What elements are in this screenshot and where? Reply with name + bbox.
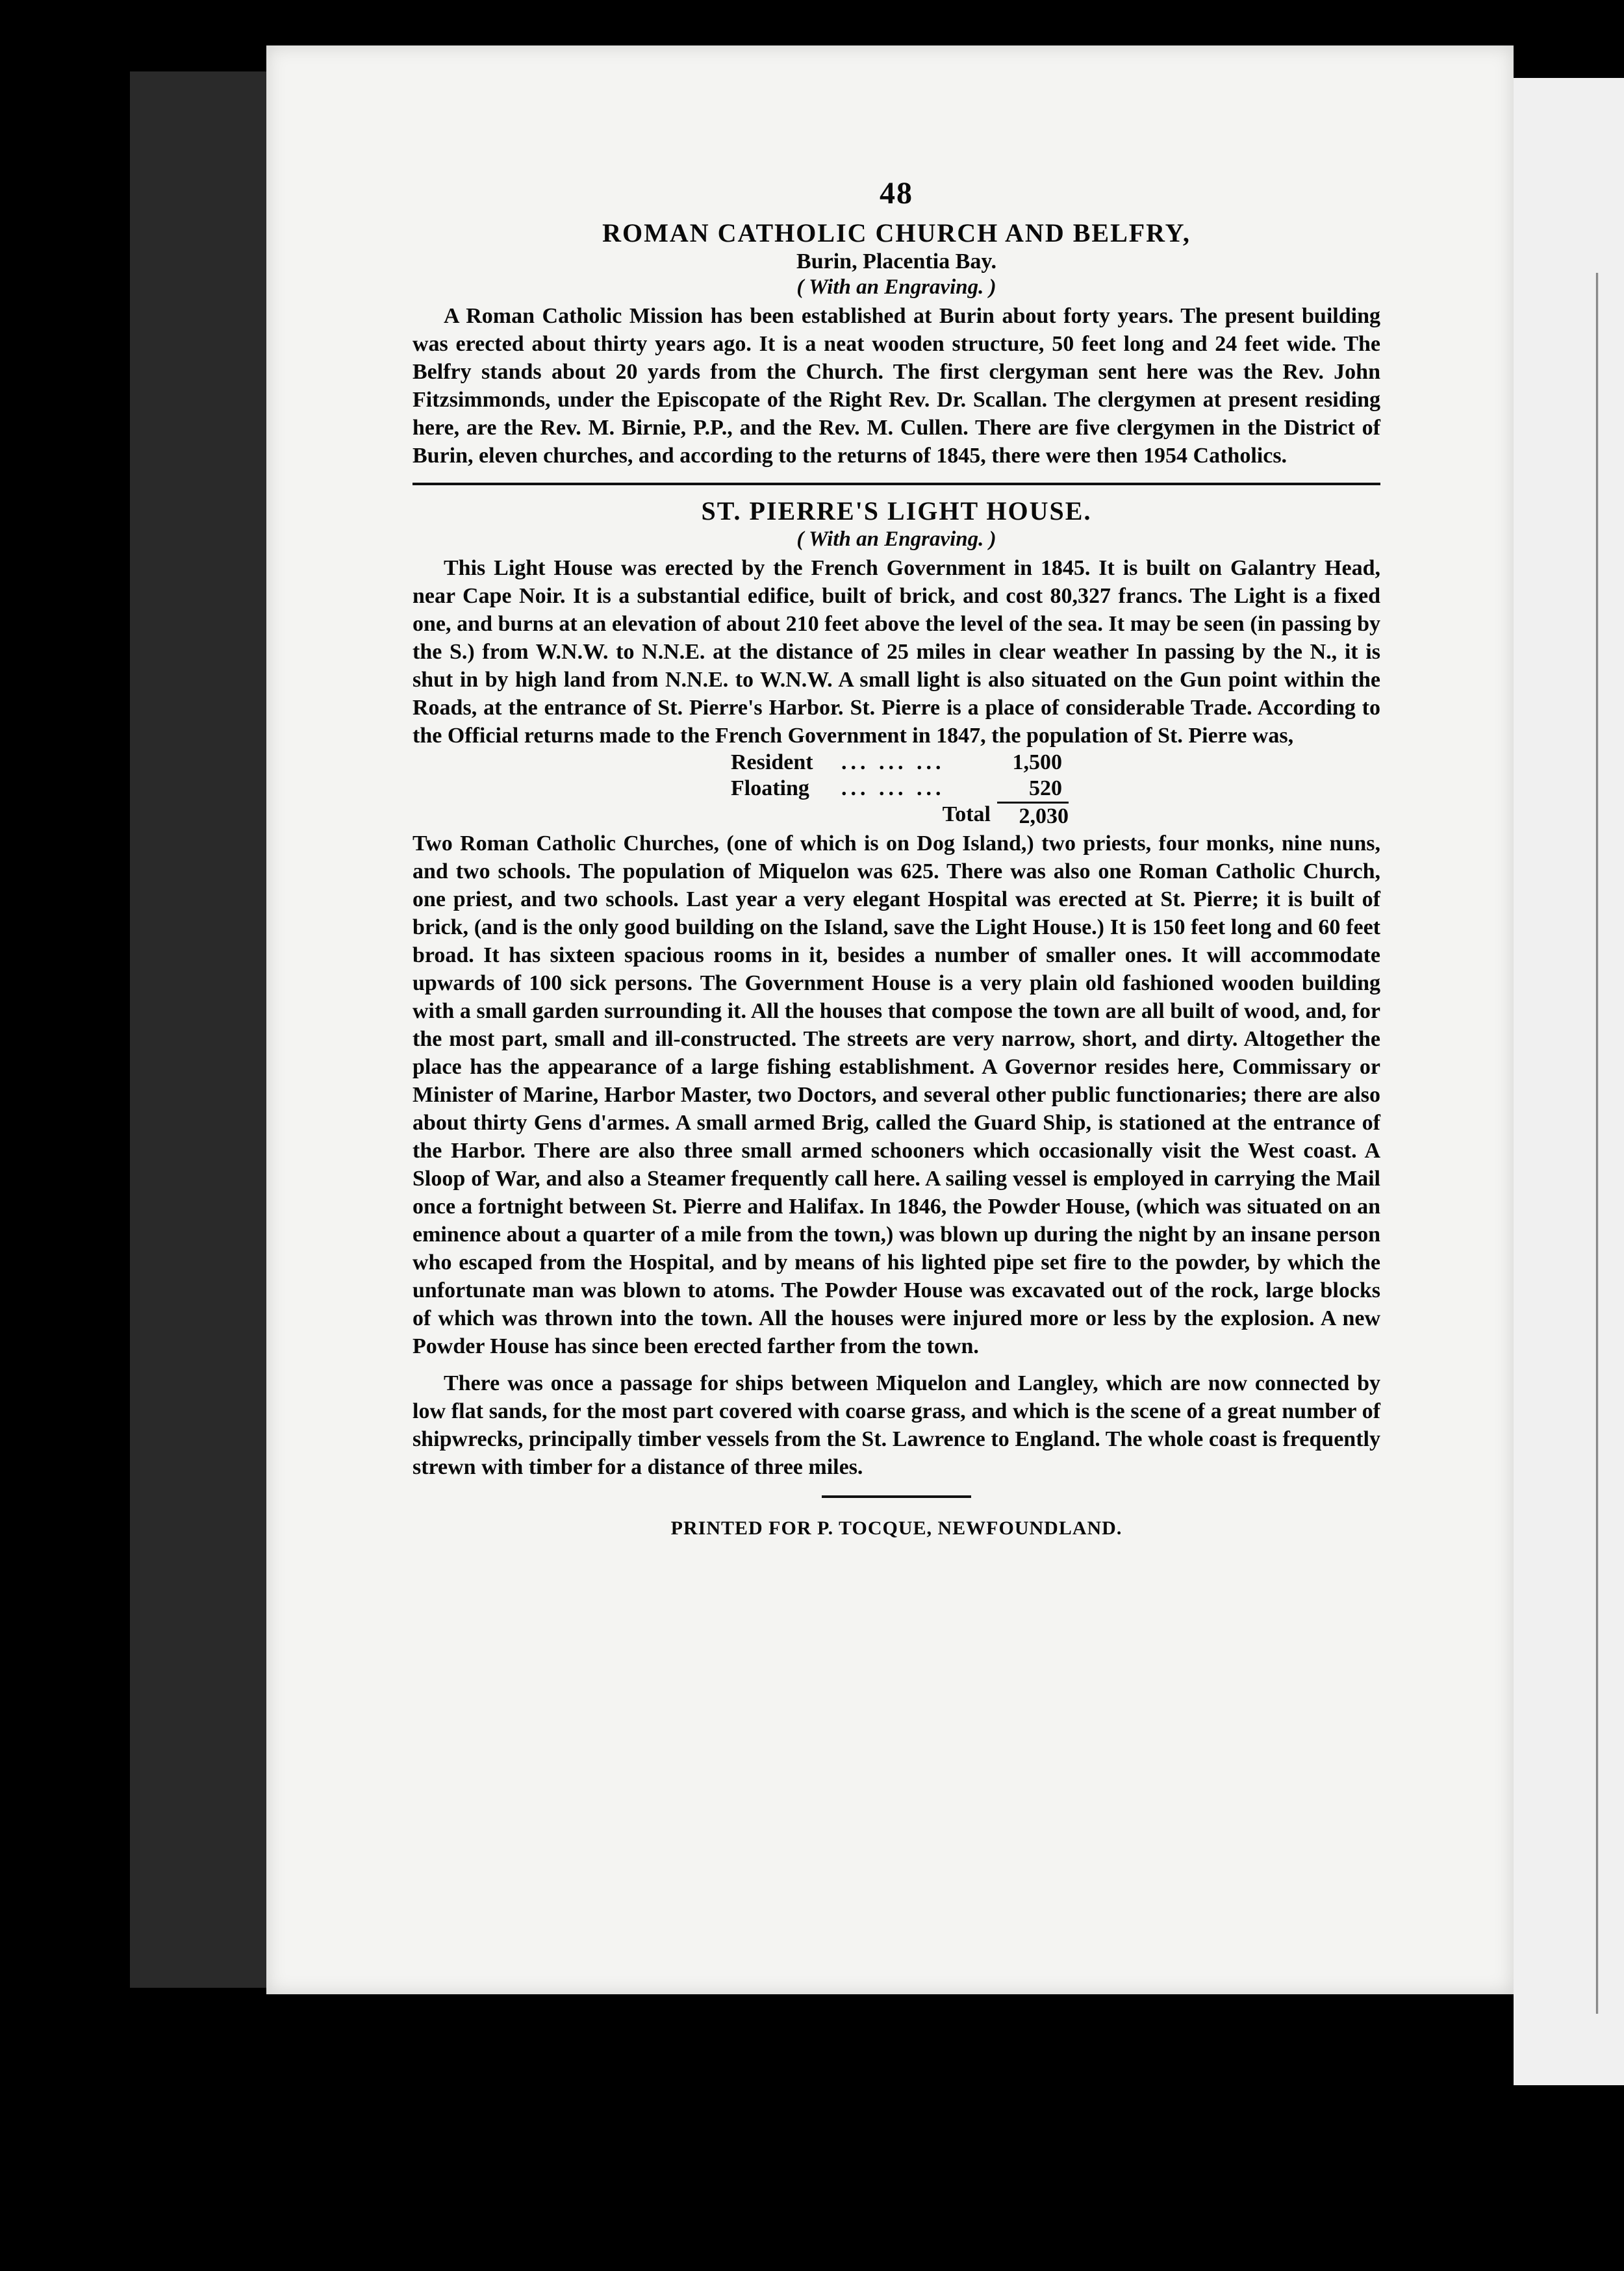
- church-paragraph: A Roman Catholic Mission has been established at Burin about forty years. The present building was erected about thirty years ago. It is a neat wooden structure, 50 feet long and 24 feet wide. The Belfry stands about 20 yards from the Church. The first clergyman sent here was the Rev. John Fitzsimmonds, under the Episcopate of the Right Rev. Dr. Scallan. The clergymen at present residing here, are the Rev. M. Birnie, P.P., and the Rev. M. Cullen. There are five clergymen in the District of Burin, eleven churches, and according to the returns of 1845, there were then 1954 Catholics.: [412, 304, 1380, 468]
- page-content: [412, 175, 1380, 1540]
- footer-divider: [822, 1495, 971, 1498]
- church-subtitle: Burin, Placentia Bay.: [796, 249, 996, 273]
- population-label: Floating: [731, 776, 809, 800]
- lighthouse-engraving-note: ( With an Engraving. ): [796, 527, 996, 551]
- population-total-value: 2,030: [997, 802, 1069, 830]
- population-row: [731, 750, 1082, 776]
- population-total-label: Total: [942, 802, 991, 826]
- section-divider: [412, 483, 1380, 485]
- section-church: [412, 218, 1380, 470]
- printer-imprint: PRINTED FOR P. TOCQUE, NEWFOUNDLAND.: [670, 1517, 1123, 1539]
- lighthouse-paragraph-1: This Light House was erected by the French Government in 1845. It is built on Galantry Head, near Cape Noir. It is a substantial edifice, built of brick, and cost 80,327 francs. The Light is a fixed one, and burns at an elevation of about 210 feet above the level of the sea. It may be seen (in passing by the S.) from W.N.W. to N.N.E. at the distance of 25 miles in clear weather In passing by the N., it is shut in by high land from N.N.E. to W.N.W. A small light is also situated on the Gun point within the Roads, at the entrance of St. Pierre's Harbor. St. Pierre is a place of considerable Trade. According to the Official returns made to the French Government in 1847, the population of St. Pierre was,: [412, 556, 1380, 748]
- population-label: Resident: [731, 750, 813, 774]
- church-title: ROMAN CATHOLIC CHURCH AND BELFRY,: [602, 218, 1191, 247]
- population-value: 520: [1029, 776, 1062, 800]
- page-number: 48: [880, 176, 913, 210]
- facing-page-edge: [1514, 78, 1624, 2085]
- population-value: 1,500: [1012, 750, 1062, 774]
- population-total-row: [731, 802, 1186, 830]
- facing-page-border: [1596, 273, 1624, 2014]
- lighthouse-title: ST. PIERRE'S LIGHT HOUSE.: [701, 496, 1092, 526]
- population-table: [731, 750, 1380, 830]
- section-lighthouse: [412, 496, 1380, 1481]
- book-back-cover: [130, 71, 288, 1988]
- population-leader-dots: ... ... ...: [841, 750, 945, 774]
- lighthouse-paragraph-2: Two Roman Catholic Churches, (one of which is on Dog Island,) two priests, four monks, nine nuns, and two schools. The population of Miquelon was 625. There was also one Roman Catholic Church, one priest, and two schools. Last year a very elegant Hospital was erected at St. Pierre; it is built of brick, (and is the only good building on the Island, save the Light House.) It is 150 feet long and 60 feet broad. It has sixteen spacious rooms in it, besides a number of smaller ones. It will accommodate upwards of 100 sick persons. The Government House is a very plain old fashioned wooden building with a small garden surrounding it. All the houses that compose the town are all built of wood, and, for the most part, small and ill-constructed. The streets are very narrow, short, and dirty. Altogether the place has the appearance of a large fishing establishment. A Governor resides here, Commissary or Minister of Marine, Harbor Master, two Doctors, and several other public functionaries; there are also about thirty Gens d'armes. A small armed Brig, called the Guard Ship, is stationed at the entrance of the Harbor. There are also three small armed schooners which occasionally visit the West coast. A Sloop of War, and also a Steamer frequently call here. A sailing vessel is employed in carrying the Mail once a fortnight between St. Pierre and Halifax. In 1846, the Powder House, (which was situated on an eminence about a quarter of a mile from the town,) was blown up during the night by an insane person who escaped from the Hospital, and by means of his lighted pipe set fire to the powder, by which the unfortunate man was blown to atoms. The Powder House was excavated out of the rock, large blocks of which was thrown into the town. All the houses were injured more or less by the explosion. A new Powder House has since been erected farther from the town.: [412, 831, 1380, 1358]
- church-engraving-note: ( With an Engraving. ): [796, 275, 996, 299]
- book-page: [266, 45, 1514, 1994]
- lighthouse-paragraph-3: There was once a passage for ships between Miquelon and Langley, which are now connected by low flat sands, for the most part covered with coarse grass, and which is the scene of a great number of shipwrecks, principally timber vessels from the St. Lawrence to England. The whole coast is frequently strewn with timber for a distance of three miles.: [412, 1371, 1380, 1479]
- population-row: [731, 776, 1082, 802]
- population-leader-dots: ... ... ...: [841, 776, 945, 800]
